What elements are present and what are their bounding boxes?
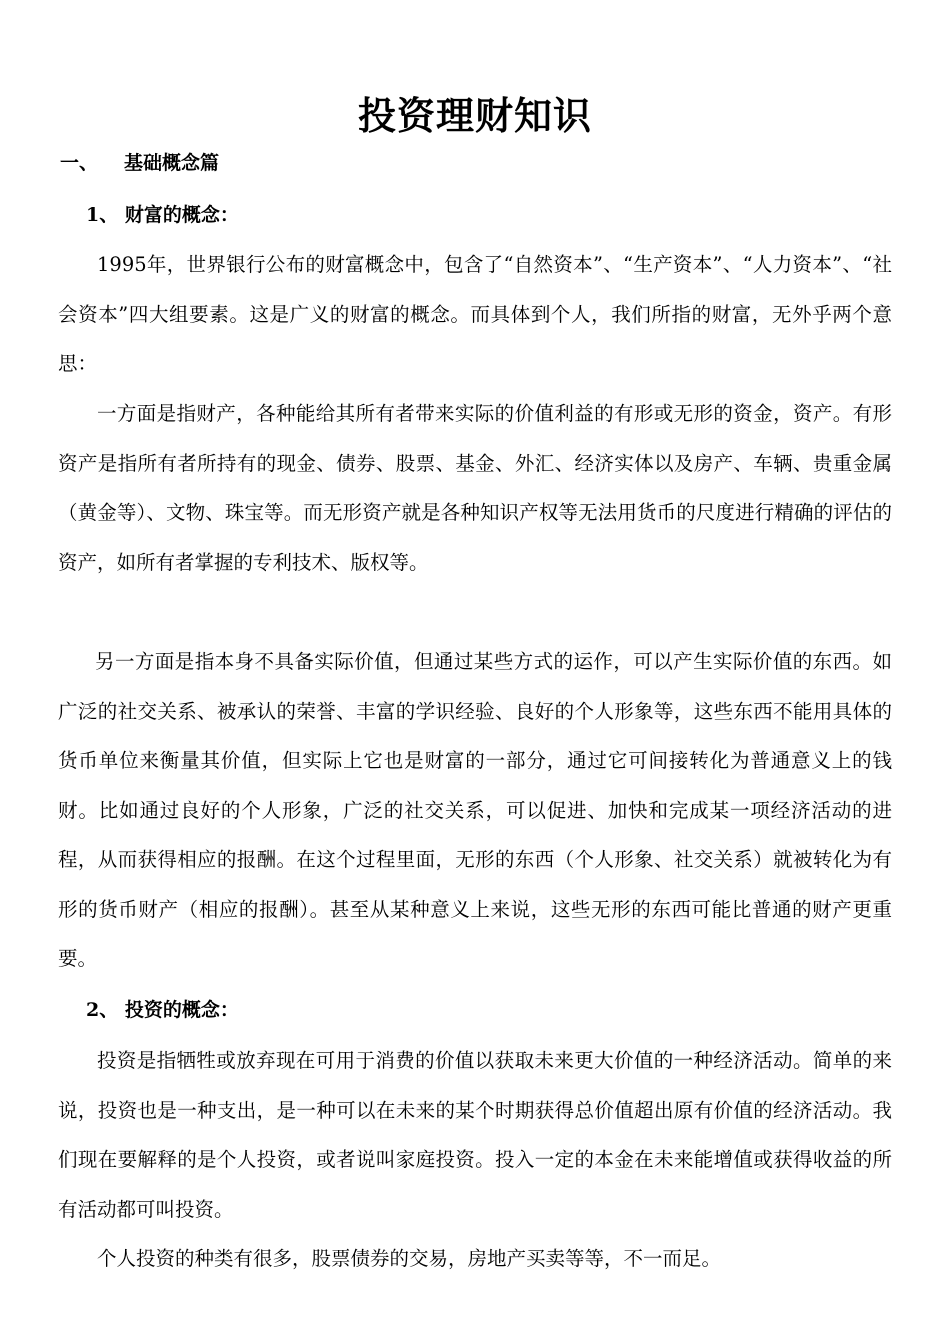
section-label: 基础概念篇 xyxy=(124,152,220,174)
paragraph-tangible-intangible-assets: 一方面是指财产，各种能给其所有者带来实际的价值利益的有形或无形的资金，资产。有形资产是指所有者所持有的现金、债券、股票、基金、外汇、经济实体以及房产、车辆、贵重金属（黄金等）、文物、珠宝等。而无形资产就是各种知识产权等无法用货币的尺度进行精确的评估的资产，如所有者掌握的专利技术、版权等。 xyxy=(58,402,892,574)
document-title: 投资理财知识 xyxy=(357,93,592,138)
paragraph-non-monetary-wealth: 另一方面是指本身不具备实际价值，但通过某些方式的运作，可以产生实际价值的东西。如广泛的社交关系、被承认的荣誉、丰富的学识经验、良好的个人形象等，这些东西不能用具体的货币单位来衡量其价值，但实际上它也是财富的一部分，通过它可间接转化为普通意义上的钱财。比如通过良好的个人形象，广泛的社交关系，可以促进、加快和完成某一项经济活动的进程，从而获得相应的报酬。在这个过程里面，无形的东西（个人形象、社交关系）就被转化为有形的货币财产（相应的报酬）。甚至从某种意义上来说，这些无形的东西可能比普通的财产更重要。 xyxy=(58,650,892,970)
paragraph-investment-definition: 投资是指牺牲或放弃现在可用于消费的价值以获取未来更大价值的一种经济活动。简单的来说，投资也是一种支出，是一种可以在未来的某个时期获得总价值超出原有价值的经济活动。我们现在要解释的是个人投资，或者说叫家庭投资。投入一定的本金在未来能增值或获得收益的所有活动都可叫投资。 xyxy=(58,1049,892,1221)
paragraph-investment-types: 个人投资的种类有很多，股票债券的交易，房地产买卖等等，不一而足。 xyxy=(97,1247,722,1270)
section-heading-basic-concepts xyxy=(60,148,219,178)
subsection-heading-wealth: 1、 财富的概念： xyxy=(86,204,239,226)
section-number: 一、 xyxy=(60,152,99,174)
paragraph-wealth-definition: 1995年，世界银行公布的财富概念中，包含了“自然资本”、“生产资本”、“人力资本”、“社会资本”四大组要素。这是广义的财富的概念。而具体到个人，我们所指的财富，无外乎两个意思： xyxy=(58,253,892,375)
subsection-heading-investment: 2、 投资的概念： xyxy=(86,999,239,1021)
